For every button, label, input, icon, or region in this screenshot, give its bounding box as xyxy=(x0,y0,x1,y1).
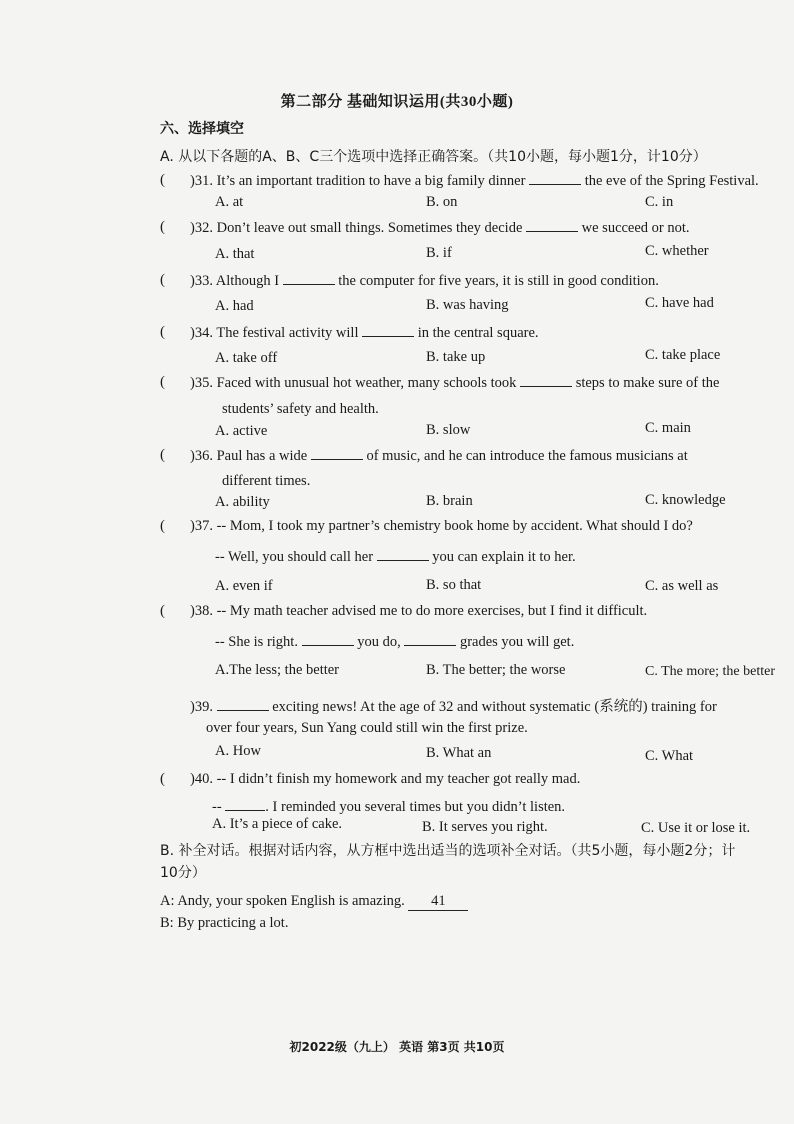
q-blank xyxy=(377,548,429,561)
option-c: C. What xyxy=(645,748,694,764)
part-b-instructions-cont: 10分） xyxy=(160,865,206,881)
q-number: )34. xyxy=(190,325,213,341)
question-37 xyxy=(190,518,693,535)
answer-paren[interactable]: ( xyxy=(160,771,165,787)
option-c: C. main xyxy=(645,420,691,436)
q-stem-post: in the central square. xyxy=(417,325,539,341)
q-stem-pre: It’s an important tradition to have a big family dinner xyxy=(216,173,526,189)
answer-paren[interactable]: ( xyxy=(160,518,165,534)
option-a: A. take off xyxy=(215,350,278,366)
option-c: C. The more; the better xyxy=(645,664,775,679)
answer-paren[interactable]: ( xyxy=(160,374,165,390)
option-b: B. slow xyxy=(426,422,471,438)
q-number: )39. xyxy=(190,699,213,715)
dialog-line-a xyxy=(160,893,468,911)
q-blank xyxy=(217,698,269,711)
q-number: )40. xyxy=(190,771,213,787)
option-b: B. What an xyxy=(426,745,492,761)
question-32 xyxy=(190,219,690,237)
option-b: B. It serves you right. xyxy=(422,819,548,835)
q-reply-pre: -- She is right. xyxy=(215,634,298,650)
q-blank xyxy=(225,798,265,811)
answer-paren[interactable]: ( xyxy=(160,324,165,340)
q-reply-pre: -- Well, you should call her xyxy=(215,549,374,565)
question-33 xyxy=(190,272,659,290)
q-blank xyxy=(526,219,578,232)
dialog-answer-blank[interactable]: 41 xyxy=(408,893,468,911)
q-number: )37. xyxy=(190,518,213,534)
question-40 xyxy=(190,771,580,788)
option-a: A. It’s a piece of cake. xyxy=(212,816,343,832)
option-b: B. brain xyxy=(426,493,473,509)
option-b: B. on xyxy=(426,194,458,210)
option-b: B. The better; the worse xyxy=(426,662,566,678)
dialog-speaker-a: A: Andy, your spoken English is amazing. xyxy=(160,893,405,909)
answer-paren[interactable]: ( xyxy=(160,447,165,463)
option-a: A. that xyxy=(215,246,255,262)
answer-paren[interactable]: ( xyxy=(160,272,165,288)
option-b: B. if xyxy=(426,245,452,261)
q-stem-pre: The festival activity will xyxy=(216,325,359,341)
option-c: C. as well as xyxy=(645,578,719,594)
q-reply-mid: you do, xyxy=(357,634,401,650)
q-stem-post: steps to make sure of the xyxy=(575,375,720,391)
q-stem-pre: -- My math teacher advised me to do more exercises, but I find it difficult. xyxy=(216,603,648,619)
q-reply-pre: -- xyxy=(212,799,222,815)
q-reply-post: you can explain it to her. xyxy=(432,549,576,565)
q-stem-post: we succeed or not. xyxy=(581,220,690,236)
dialog-line-b: B: By practicing a lot. xyxy=(160,915,289,931)
q-stem-pre: -- I didn’t finish my homework and my teacher got really mad. xyxy=(216,771,581,787)
q-blank xyxy=(283,272,335,285)
part-six-heading: 六、选择填空 xyxy=(160,121,244,137)
section-title: 第二部分 基础知识运用(共30小题) xyxy=(280,94,514,110)
part-b-instructions: B. 补全对话。根据对话内容，从方框中选出适当的选项补全对话。（共5小题，每小题2分；计 xyxy=(160,843,736,859)
option-a: A. ability xyxy=(215,494,270,510)
page-footer: 初2022级（九上） 英语 第3页 共10页 xyxy=(289,1040,505,1054)
q-reply-line xyxy=(212,798,565,816)
q-stem-continuation: students’ safety and health. xyxy=(222,401,379,417)
q-reply-post: grades you will get. xyxy=(459,634,575,650)
q-blank xyxy=(302,633,354,646)
question-38 xyxy=(190,603,647,620)
q-blank xyxy=(311,447,363,460)
q-stem-continuation: different times. xyxy=(222,473,311,489)
answer-paren[interactable]: ( xyxy=(160,172,165,188)
q-blank xyxy=(520,374,572,387)
q-stem-post: the computer for five years, it is still in good condition. xyxy=(338,273,659,289)
question-31 xyxy=(190,172,759,190)
q-number: )35. xyxy=(190,375,213,391)
q-reply-line xyxy=(215,633,574,651)
option-a: A. How xyxy=(215,743,261,759)
option-c: C. in xyxy=(645,194,674,210)
answer-paren[interactable]: ( xyxy=(160,603,165,619)
option-c: C. knowledge xyxy=(645,492,726,508)
answer-paren[interactable]: ( xyxy=(160,219,165,235)
q-reply-line xyxy=(215,548,576,566)
option-a: A. even if xyxy=(215,578,273,594)
option-c: C. Use it or lose it. xyxy=(641,820,751,836)
question-34 xyxy=(190,324,539,342)
q-stem-pre: Faced with unusual hot weather, many schools took xyxy=(216,375,517,391)
q-reply-post: . I reminded you several times but you didn’t listen. xyxy=(265,799,566,815)
q-stem-pre: Although I xyxy=(215,273,280,289)
option-c: C. take place xyxy=(645,347,721,363)
q-stem-pre: Don’t leave out small things. Sometimes they decide xyxy=(216,220,523,236)
question-39 xyxy=(190,695,717,716)
option-a: A. had xyxy=(215,298,254,314)
q-stem-post: of music, and he can introduce the famous musicians at xyxy=(366,448,688,464)
option-b: B. take up xyxy=(426,349,486,365)
q-blank xyxy=(362,324,414,337)
option-a: A.The less; the better xyxy=(215,662,340,678)
q-number: )36. xyxy=(190,448,213,464)
q-stem-pre: -- Mom, I took my partner’s chemistry book home by accident. What should I do? xyxy=(216,518,693,534)
question-36 xyxy=(190,447,688,465)
option-a: A. active xyxy=(215,423,268,439)
q-number: )33. xyxy=(190,273,213,289)
q-stem-continuation: over four years, Sun Yang could still win the first prize. xyxy=(206,720,528,736)
question-35 xyxy=(190,374,719,392)
q-stem-post: the eve of the Spring Festival. xyxy=(584,173,759,189)
part-a-instructions: A. 从以下各题的A、B、C三个选项中选择正确答案。（共10小题，每小题1分，计10分） xyxy=(160,149,707,165)
option-a: A. at xyxy=(215,194,244,210)
q-number: )38. xyxy=(190,603,213,619)
option-c: C. have had xyxy=(645,295,714,311)
option-c: C. whether xyxy=(645,243,709,259)
option-b: B. was having xyxy=(426,297,509,313)
q-number: )32. xyxy=(190,220,213,236)
option-b: B. so that xyxy=(426,577,482,593)
q-blank xyxy=(404,633,456,646)
q-blank xyxy=(529,172,581,185)
q-stem-pre: Paul has a wide xyxy=(216,448,308,464)
q-stem-post: exciting news! At the age of 32 and without systematic (系统的) training for xyxy=(272,699,717,715)
q-number: )31. xyxy=(190,173,213,189)
